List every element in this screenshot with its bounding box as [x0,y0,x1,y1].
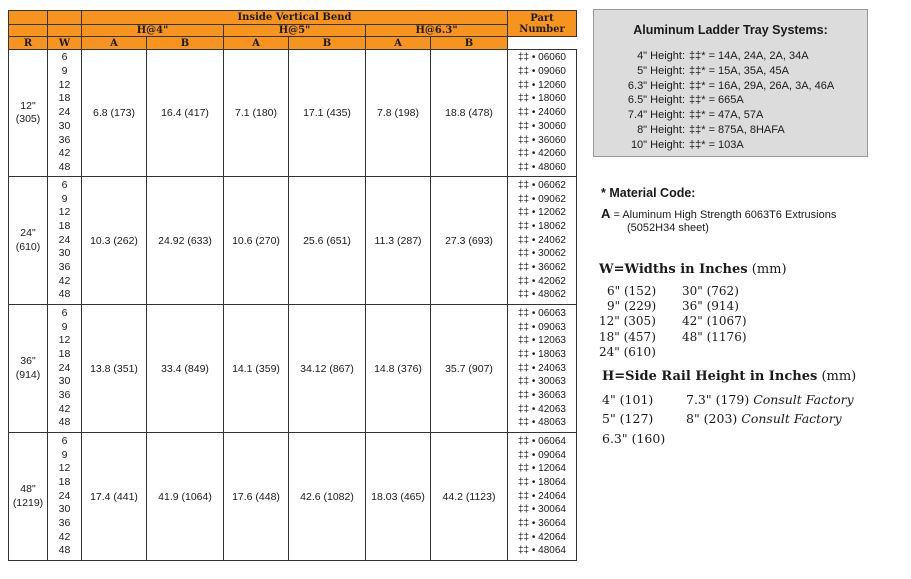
value-b-5: 42.6 (1082) [289,433,366,561]
header-height-5: H@5" [224,25,366,37]
bend-spec-table [8,10,577,561]
list-item: 5" Height: ‡‡* = 15A, 35A, 45A [637,64,789,77]
value-a-5: 17.6 (448) [224,433,289,561]
radius-cell: 24" (610) [9,177,48,305]
list-item: 6.5" Height: ‡‡* = 665A [627,94,744,107]
header-blank-w2 [48,25,82,37]
value-a-6-3: 14.8 (376) [366,305,431,433]
part-number-list: ‡‡ • 06060 ‡‡ • 09060 ‡‡ • 12060 ‡‡ • 18060 ‡‡ • 24060 ‡‡ • 30060 ‡‡ • 36060 ‡‡ • 42060 ‡‡ • 48060 [508,50,577,177]
heights-col-1: 4" (101) 5" (127) 6.3" (160) [602,392,666,446]
value-b-4: 24.92 (633) [147,177,224,305]
widths-col-1: 6" (152) 9" (229) 12" (305) 18" (457) 24" (610) [599,284,657,359]
header-height-4: H@4" [82,25,224,37]
value-a-4: 10.3 (262) [82,177,147,305]
value-a-6-3: 18.03 (465) [366,433,431,561]
systems-title: Aluminum Ladder Tray Systems: [633,23,828,37]
value-b-5: 25.6 (651) [289,177,366,305]
header-a-4: A [82,37,147,50]
width-list: 6 9 12 18 24 30 36 42 48 [48,177,82,305]
material-code-desc: Aluminum High Strength 6063T6 Extrusions [622,209,837,221]
value-b-5: 17.1 (435) [289,50,366,177]
list-item: 10" Height: ‡‡* = 103A [630,138,744,151]
list-item: 6.3" Height: ‡‡* = 16A, 29A, 26A, 3A, 46A [627,79,835,92]
header-part-number: Part Number [508,11,577,37]
material-code-title: * Material Code: [601,186,696,200]
value-b-6-3: 18.8 (478) [431,50,508,177]
radius-cell: 48" (1219) [9,433,48,561]
header-b-4: B [147,37,224,50]
table-row [9,433,577,561]
radius-cell: 12" (305) [9,50,48,177]
value-a-4: 6.8 (173) [82,50,147,177]
material-code-letter: A [601,206,611,221]
list-item: 4" Height: ‡‡* = 14A, 24A, 2A, 34A [637,50,809,62]
header-a-5: A [224,37,289,50]
table-row [9,50,577,177]
header-b-6-3: B [431,37,508,50]
header-w: W [48,37,82,50]
value-a-5: 7.1 (180) [224,50,289,177]
table-row [9,305,577,433]
value-b-6-3: 27.3 (693) [431,177,508,305]
part-number-list: ‡‡ • 06062 ‡‡ • 09062 ‡‡ • 12062 ‡‡ • 18062 ‡‡ • 24062 ‡‡ • 30062 ‡‡ • 36062 ‡‡ • 42062 ‡‡ • 48062 [508,177,577,305]
ladder-tray-systems-box [593,9,868,157]
width-list: 6 9 12 18 24 30 36 42 48 [48,433,82,561]
material-code-section [601,186,901,234]
list-item: 8" (203) Consult Factory [686,411,842,427]
value-a-4: 13.8 (351) [82,305,147,433]
header-blank-w [48,11,82,25]
list-item: 7.4" Height: ‡‡* = 47A, 57A [627,109,764,122]
header-b-5: B [289,37,366,50]
material-code-desc-2: (5052H34 sheet) [627,222,709,234]
systems-list [594,49,867,153]
value-a-6-3: 11.3 (287) [366,177,431,305]
header-blank-r2 [9,25,48,37]
value-b-6-3: 35.7 (907) [431,305,508,433]
header-a-6-3: A [366,37,431,50]
radius-cell: 36" (914) [9,305,48,433]
header-height-6-3: H@6.3" [366,25,508,37]
value-b-4: 41.9 (1064) [147,433,224,561]
value-b-4: 16.4 (417) [147,50,224,177]
header-inside-vertical-bend: Inside Vertical Bend [82,11,508,25]
part-number-list: ‡‡ • 06063 ‡‡ • 09063 ‡‡ • 12063 ‡‡ • 18063 ‡‡ • 24063 ‡‡ • 30063 ‡‡ • 36063 ‡‡ • 42063 ‡‡ • 48063 [508,305,577,433]
material-code-line [601,206,901,221]
width-list: 6 9 12 18 24 30 36 42 48 [48,305,82,433]
value-b-5: 34.12 (867) [289,305,366,433]
value-b-6-3: 44.2 (1123) [431,433,508,561]
header-r: R [9,37,48,50]
list-item: 8" Height: ‡‡* = 875A, 8HAFA [637,123,785,136]
widths-col-2: 30" (762) 36" (914) 42" (1067) 48" (1176) [682,284,747,344]
value-a-5: 10.6 (270) [224,177,289,305]
list-item: 7.3" (179) Consult Factory [686,392,854,407]
heights-col-2 [686,390,854,429]
table-row [9,177,577,305]
value-a-5: 14.1 (359) [224,305,289,433]
widths-legend-title: W=Widths in Inches (mm) [599,262,787,277]
material-code-equals: = [613,209,620,221]
width-list: 6 9 12 18 24 30 36 42 48 [48,50,82,177]
value-b-4: 33.4 (849) [147,305,224,433]
value-a-4: 17.4 (441) [82,433,147,561]
heights-legend-title: H=Side Rail Height in Inches (mm) [602,369,857,384]
header-blank-r [9,11,48,25]
part-number-list: ‡‡ • 06064 ‡‡ • 09064 ‡‡ • 12064 ‡‡ • 18064 ‡‡ • 24064 ‡‡ • 30064 ‡‡ • 36064 ‡‡ • 42064 ‡‡ • 48064 [508,433,577,561]
value-a-6-3: 7.8 (198) [366,50,431,177]
